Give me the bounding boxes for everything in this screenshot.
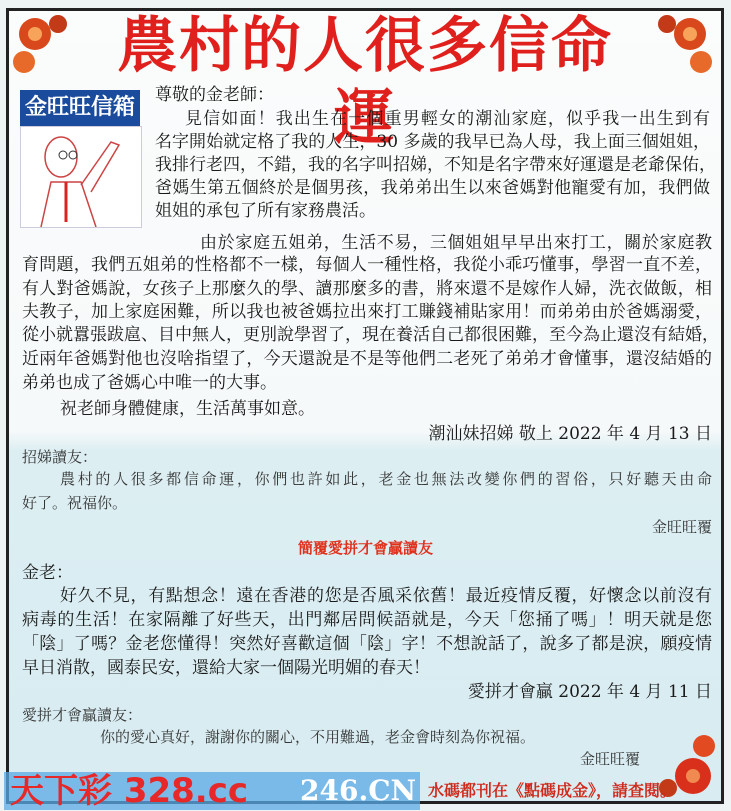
text-line: 名字開始就定格了我的人生，30 多歲的我早已為人母，我上面三個姐姐， xyxy=(155,132,710,152)
text-line: 育問題，我們五姐弟的性格都不一樣，每個人一種性格，我從小乖巧懂事，學習一直不差， xyxy=(22,255,712,275)
signature: 潮汕妹招娣 敬上 2022 年 4 月 13 日 xyxy=(428,424,712,444)
text-line: 由於家庭五姐弟，生活不易，三個姐姐早早出來打工，關於家庭教 xyxy=(200,233,712,253)
signature: 金旺旺覆 xyxy=(651,518,712,536)
text-line: 近兩年爸媽對他也沒啥指望了，今天還說是不是等他們二老死了弟弟才會懂事，還沒結婚的 xyxy=(22,349,712,369)
footer-note: 水碼都刊在《點碼成金》，請查閱。 xyxy=(428,781,677,800)
text-line: 愛拼才會贏讀友： xyxy=(22,706,143,724)
text-line: 好久不見，有點想念！遠在香港的您是否風采依舊！最近疫情反覆，好懷念以前沒有 xyxy=(60,586,712,606)
text-line: 金老： xyxy=(22,563,73,583)
text-line: 姐姐的承包了所有家務農活。 xyxy=(155,201,376,221)
text-line: 有人對爸媽說，女孩子上那麼久的學、讀那麼多的書，將來還不是嫁作人婦，洗衣做飯，相 xyxy=(22,279,712,299)
column-badge: 金旺旺信箱 xyxy=(20,90,140,126)
text-line: 農村的人很多都信命運，你們也許如此，老金也無法改變你們的習俗，只好聽天由命 xyxy=(60,470,712,488)
text-line: 見信如面！我出生在一個重男輕女的潮汕家庭，似乎我一出生到有 xyxy=(185,109,710,129)
text-line: 你的愛心真好，謝謝你的關心，不用難過，老金會時刻為你祝福。 xyxy=(100,728,536,746)
watermark-site: 246.CN xyxy=(300,774,417,807)
signature: 金旺旺覆 xyxy=(579,750,640,768)
text-line: 病毒的生活！在家隔離了好些天，出門鄰居問候語就是，今天「您捅了嗎」！明天就是您 xyxy=(22,610,712,630)
text-line: 尊敬的金老師： xyxy=(155,85,274,105)
text-line: 好了。祝福你。 xyxy=(22,494,128,512)
text-line: 祝老師身體健康，生活萬事如意。 xyxy=(60,399,315,419)
text-line: 夫教子，加上家庭困難，所以我也被爸媽拉出來打工賺錢補貼家用！而弟弟由於爸媽溺愛， xyxy=(22,302,712,322)
signature: 愛拼才會贏 2022 年 4 月 11 日 xyxy=(467,682,712,702)
text-line: 我排行老四，不錯，我的名字叫招娣，不知是名字帶來好運還是老爺保佑， xyxy=(155,155,716,175)
text-line: 弟弟也成了爸媽心中唯一的大事。 xyxy=(22,373,277,393)
text-line: 「陰」了嗎？金老您懂得！突然好喜歡這個「陰」字！不想說話了，說多了都是淚，願疫情 xyxy=(22,634,712,654)
text-line: 爸媽生第五個終於是個男孩，我弟弟出生以來爸媽對他寵愛有加，我們做 xyxy=(155,178,710,198)
columnist-illustration-icon xyxy=(20,126,142,228)
text-line: 從小就囂張跋扈、目中無人，更別說學習了，現在養活自己都很困難，至今為止還沒有結婚， xyxy=(22,325,719,345)
reply-subtitle: 簡覆愛拼才會贏讀友 xyxy=(297,539,433,557)
ornament-top-right-icon xyxy=(645,12,715,82)
page-title: 農村的人很多信命運 xyxy=(117,11,613,153)
text-line: 早日消散，國泰民安，還給大家一個陽光明媚的春天！ xyxy=(22,658,430,678)
ornament-top-left-icon xyxy=(10,12,80,82)
text-line: 招娣讀友： xyxy=(22,448,98,466)
watermark-text: 天下彩 328.cc xyxy=(10,771,249,811)
